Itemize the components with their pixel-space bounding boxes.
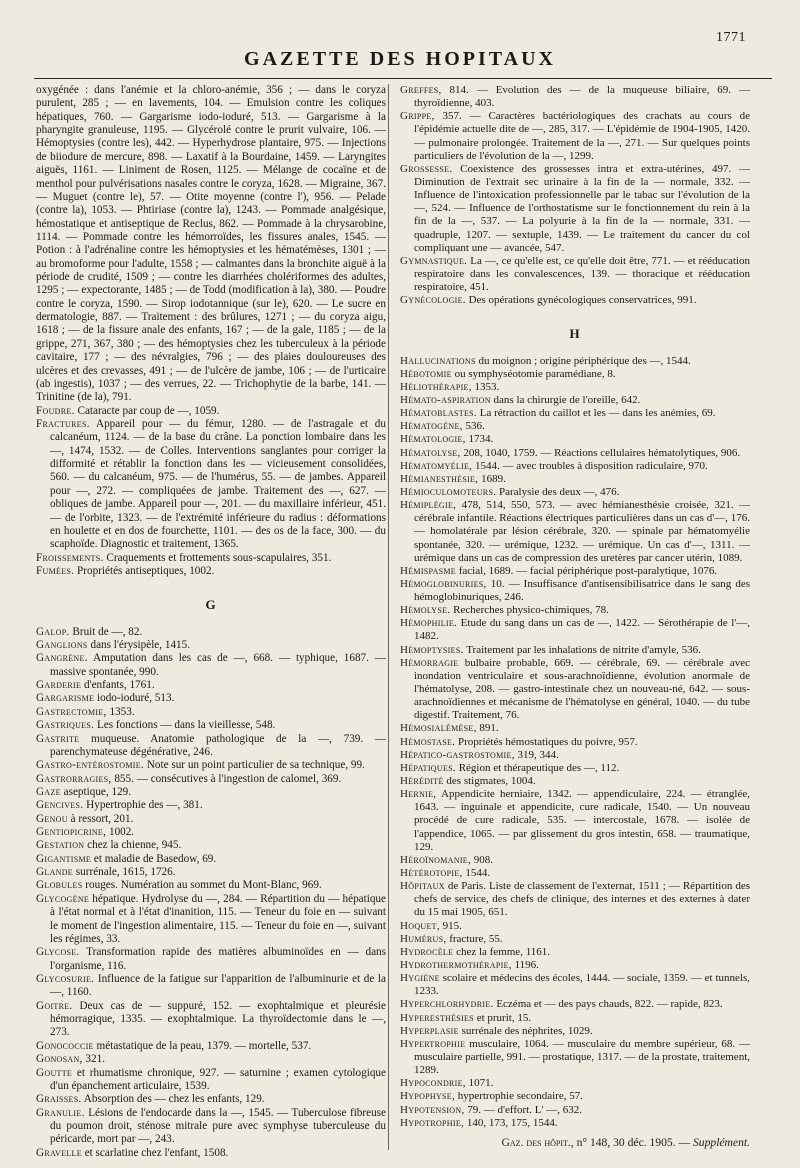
entry-text: 1689. (481, 472, 506, 485)
entry-headword: Hépatico-gastrostomie, (400, 748, 515, 761)
index-entry (400, 722, 750, 735)
entry-headword: Hypophyse, (400, 1090, 456, 1103)
index-entry (36, 813, 386, 826)
entry-text: Coexistence des grossesses intra et extra-utérines, 497. — Diminution de l'extrait sec urinaire à la fin de la — normale, 332. — Influence de l'intoxication professionnelle par le tabac sur l'évolution de la —, 524. — Influence de l'orthostatisme sur le fonctionnement du rein à la fin de la —, 537. — La polyurie à la fin de la — normale, 331. — quadruple, 1207. — sextuple, 1439. — Le traitement du cancer du col compliquant une — avancée, 547. (414, 162, 751, 254)
running-head: GAZETTE DES HOPITAUX (244, 48, 556, 70)
entry-headword: Granulie. (36, 1106, 85, 1119)
entry-headword: Gymnastique. (400, 254, 468, 267)
index-entry (400, 407, 750, 420)
entry-text: Transformation rapide des matières albuminoïdes en — dans l'organisme, 116. (50, 946, 386, 972)
entry-headword: Gravelle (36, 1146, 82, 1159)
entry-headword: Ganglions (36, 639, 88, 652)
entry-headword: Hémorragie (400, 656, 459, 669)
entry-text: 1002. (108, 826, 135, 839)
continued-entry: oxygénée : dans l'anémie et la chloro-anémie, 356 ; — dans le coryza purulent, 285 ; — en lavements, 104. — Emulsion contre les coliques hépatiques, 760. — Gargarisme iodo-ioduré, 513. — Gargarisme à la pharyngite granuleuse, 1195. — Glycérolé contre le prurit vulvaire, 106. — Hémoptysies (contre les), 442. — Hyperhydrose plantaire, 975. — Injections de biiodure de mercure, 898. — Laxatif à la Bourdaine, 1459. — Laryngites aiguës, 1161. — Liniment de Rosen, 1125. — Mélange de cocaïne et de menthol pour pulvérisations nasales contre le coryza, 1628. — Migraine, 367. — Muguet (contre le), 57. — Otite moyenne (contre l'), 956. — Pelade (contre la), 1053. — Phtiriase (contre la), 1243. — Pommade analgésique, hémostatique et antiseptique de Reclus, 862. — Pommade à la chrysarobine, 1114. — Pommade contre les hémorroïdes, les fissures anales, 1545. — Potion : à l'adrénaline contre les hémoptysies et les hématémèses, 1301 ; — au bromoforme pour l'adulte, 1558 ; — calmantes dans la bronchite aiguë à la période de crudité, 1509 ; — contre les diarrhées cholériformes des adultes, 1295 ; — expectorante, 1485 ; — de Todd (modification à la), 380. — Poudre contre le coryza, 1590. — Sirop iodotannique (sur le), 620. — Le sucre en dermatologie, 887. — Traitement : des brûlures, 1271 ; — du coryza aigu, 1618 ; — de la fissure anale des enfants, 167 ; — de la gale, 1185 ; — de la grippe, 271, 367, 380 ; — des hémoptysies chez les tuberculeux à la période cavitaire, 177 ; — des névralgies, 796 ; — des plaies douloureuses des ulcères et des crevasses, 491 ; — de l'ulcère de jambe, 106 ; — de l'urticaire (ab ingestis), 1037 ; — des verrues, 22. — Trichophytie de la barbe, 141. — Trinitine (de la), 791. (36, 84, 386, 404)
entry-headword: Humérus, (400, 932, 447, 945)
index-entry (400, 854, 750, 867)
entry-text: Amputation dans les cas de —, 668. — typhique, 1687. — massive spontanée, 990. (50, 652, 386, 678)
entry-headword: Gentiopicrine, (36, 826, 107, 839)
entry-text: et prurit, 15. (476, 1011, 532, 1024)
index-entry (400, 736, 750, 749)
entry-headword: Hémoglobinuries, (400, 577, 487, 590)
index-entry (36, 1000, 386, 1040)
entry-headword: Hémosialémèse, (400, 722, 477, 735)
entry-text: métastatique de la peau, 1379. — mortelle, 537. (96, 1039, 312, 1052)
index-entry (36, 692, 386, 705)
index-entry (36, 639, 386, 652)
entry-text: 814. — Evolution des — de la muqueuse biliaire, 69. — thyroïdienne, 403. (414, 84, 750, 110)
entry-text: et scarlatine chez l'enfant, 1508. (84, 1146, 229, 1159)
entry-text: surrénale, 1615, 1726. (75, 866, 176, 879)
index-entry (36, 879, 386, 892)
entry-text: surrénale des néphrites, 1029. (461, 1024, 593, 1037)
index-entry (36, 565, 386, 578)
entries-g-right (400, 84, 750, 307)
entry-text: Bruit de —, 82. (72, 625, 143, 638)
entry-text: des stigmates, 1004. (446, 775, 536, 788)
entries-h (400, 355, 750, 1130)
index-entry (400, 565, 750, 578)
index-entry (400, 473, 750, 486)
entry-headword: Hyperplasie (400, 1024, 459, 1037)
entry-text: 1353. (109, 705, 135, 718)
entry-headword: Gynécologie. (400, 294, 466, 307)
header-rule (34, 78, 772, 79)
entry-headword: Gastro-entérostomie. (36, 759, 145, 772)
entry-text: La —, ce qu'elle est, ce qu'elle doit être, 771. — et rééducation respiratoire dans les convalescences, 139. — thoracique et rééducation respiratoire, 451. (414, 254, 750, 294)
entry-text: 357. — Caractères bactériologiques des crachats au cours de l'épidémie actuelle dite de —, 285, 317. — L'épidémie de 1904-1905, 1420. — pulmonaire prolongée. Traitement de la —, 271. — Sur quelques points particuliers de l'évolution de la —, 1299. (414, 110, 751, 162)
entry-headword: Greffes, (400, 84, 442, 96)
footer-issue: n° 148, 30 déc. 1905. — (576, 1135, 691, 1149)
entry-text: Influence de la fatigue sur l'apparition de l'albuminurie et de la —, 1160. (50, 973, 386, 999)
entry-text: scolaire et médecins des écoles, 1444. — sociale, 1359. — et tunnels, 1233. (414, 972, 751, 998)
index-entry (36, 866, 386, 879)
entry-headword: Foudre. (36, 404, 75, 417)
entry-text: 915. (442, 919, 462, 932)
entry-text: Appareil pour — du fémur, 1280. — de l'astragale et du calcanéum, 1124. — de la base du crâne. La ponction lombaire dans les —, 1474, 1532. — de Colles. Interventions sanglantes pour corriger la difformité et rétablir la fonction dans les — vicieusement consolidées, 560. — du calcanéum, 975. — de l'humérus, 55. — de jambes. Appareil pour —, 272. — compliquées de jambe. Traitement des —, 627. — obliques de jambe. Appareil pour —, 201. — du maxillaire inférieur, 451. — de l'orbite, 1323. — de l'extrémité inférieure du radius : déformations en houlette et en dos de fourchette, 1101. — des os de la face, 300. — du scaphoïde. Diagnostic et traitement, 1365. (50, 417, 386, 551)
index-entry (36, 826, 386, 839)
page-number: 1771 (716, 30, 746, 45)
index-entry (400, 1090, 750, 1103)
entry-text: et rhumatisme chronique, 927. — saturnine ; examen cytologique d'un épanchement articulaire, 1539. (50, 1066, 386, 1092)
index-entry (36, 773, 386, 786)
entry-headword: Hémiplégie, (400, 499, 457, 512)
index-entry (36, 1067, 386, 1094)
index-entry (36, 719, 386, 732)
entry-headword: Gargarisme (36, 692, 95, 705)
entry-headword: Gangrène. (36, 652, 88, 665)
entry-text: Cataracte par coup de —, 1059. (77, 404, 220, 417)
index-entry (400, 1025, 750, 1038)
entry-text: 536. (465, 420, 485, 433)
entry-headword: Glande (36, 866, 73, 879)
index-entry (400, 1038, 750, 1077)
index-entry (400, 972, 750, 998)
entry-text: Traitement par les inhalations de nitrite d'amyle, 536. (466, 643, 701, 656)
footer-journal: Gaz. des hôpit., (501, 1135, 574, 1149)
entry-text: chez la femme, 1161. (456, 945, 551, 958)
entry-headword: Hémispasme (400, 564, 456, 577)
index-entry (400, 775, 750, 788)
index-entry (400, 1077, 750, 1090)
entry-headword: Goutte (36, 1066, 73, 1079)
entry-text: à ressort, 201. (70, 812, 134, 825)
index-entry (400, 255, 750, 294)
entry-text: Note sur un point particulier de sa technique, 99. (146, 759, 365, 772)
entry-text: hypertrophie secondaire, 57. (457, 1090, 584, 1103)
entry-text: rouges. Numération au sommet du Mont-Blanc, 969. (85, 879, 322, 892)
entry-headword: Gastrorragies, (36, 772, 112, 785)
entry-text: Les fonctions — dans la vieillesse, 548. (96, 719, 276, 732)
index-entry (36, 893, 386, 946)
index-entry (400, 433, 750, 446)
entry-text: du moignon ; origine périphérique des —, 1544. (478, 354, 691, 367)
entry-text: aseptique, 129. (63, 785, 132, 798)
index-entry (400, 644, 750, 657)
entry-text: d'enfants, 1761. (83, 679, 155, 692)
entry-text: 319, 344. (517, 748, 559, 761)
column-divider (388, 84, 389, 1150)
index-entry (400, 946, 750, 959)
entry-headword: Hôpitaux (400, 880, 445, 893)
entry-text: 478, 514, 550, 573. — avec hémianesthésie croisée, 321. — cérébrale infantile. Réactions électriques particulières dans un cas d'—, 176. — homolatérale par lésion cérébrale, 320. — spinale par hématomyélie spontanée, 320. — urémique, 1232. — urémique. Un cas d'—, 1311. — urémique dans un cas de compression des uretères par cancer utérin, 1089. (414, 499, 751, 564)
entry-headword: Hémianesthésie, (400, 472, 479, 485)
entry-text: Deux cas de — suppuré, 152. — exophtalmique et pleurésie hémorragique, 1335. — exophtalmique. La thyroïdectomie dans le —, 273. (50, 999, 387, 1039)
entry-headword: Fumées. (36, 564, 75, 577)
index-entry (36, 405, 386, 418)
entry-headword: Garderie (36, 679, 82, 692)
entry-text: 1196. (514, 959, 539, 971)
entry-text: 1544. — avec troubles à disposition radiculaire, 970. (474, 459, 708, 472)
entry-text: chez la chienne, 945. (87, 839, 182, 852)
index-entry (400, 420, 750, 433)
entry-text: 1071. (468, 1077, 494, 1090)
entry-headword: Hoquet, (400, 919, 440, 932)
entry-headword: Hébotomie (400, 367, 452, 380)
entry-text: 321. (85, 1053, 105, 1066)
index-entry (400, 1104, 750, 1117)
entry-headword: Glycose. (36, 946, 80, 959)
entry-headword: Hématolyse, (400, 446, 461, 459)
entry-text: Paralysie des deux —, 476. (499, 485, 620, 498)
entry-headword: Hémato-aspiration (400, 393, 491, 406)
entry-headword: Genou (36, 812, 68, 825)
entry-headword: Héliothérapie, (400, 380, 472, 393)
index-entry (36, 626, 386, 639)
index-entry (36, 1093, 386, 1106)
entry-headword: Hallucinations (400, 354, 476, 367)
index-entry (400, 578, 750, 604)
entry-headword: Hématomyélie, (400, 459, 473, 472)
index-entry (36, 759, 386, 772)
entry-headword: Hérédité (400, 775, 444, 788)
entry-text: muqueuse. Anatomie pathologique de la —, 739. — parenchymateuse dégénérative, 246. (50, 732, 387, 758)
entry-text: 10. — Insuffisance d'antisensibilisatrice dans le sang des hémoglobinuriques, 246. (414, 577, 750, 604)
entry-headword: Gastrectomie, (36, 705, 107, 718)
index-entry (36, 853, 386, 866)
index-entry (36, 652, 386, 679)
entry-text: hépatique. Hydrolyse du —, 284. — Répartition du — hépatique à l'état normal et à l'état d'inanition, 115. — Teneur du foie en — suivant le moment de l'ingestion alimentaire, 115. — Teneur du foie en —, suivant les régimes, 33. (50, 892, 386, 945)
entry-text: musculaire, 1064. — musculaire du membre supérieur, 68. — musculaire partielle, 991. — prostatique, 1317. — de la prostate, traitement, 1289. (414, 1037, 751, 1077)
entry-text: ou symphyséotomie paramédiane, 8. (454, 367, 616, 380)
index-entry (36, 1053, 386, 1066)
page-footer (400, 1136, 750, 1149)
index-entry (400, 110, 750, 163)
entry-text: 140, 173, 175, 1544. (466, 1116, 558, 1129)
footer-supplement: Supplément. (693, 1135, 750, 1149)
entry-headword: Hernie, (400, 788, 437, 801)
section-letter-h: H (569, 326, 581, 342)
entry-headword: Hygiène (400, 972, 440, 985)
entry-text: 891. (479, 722, 499, 735)
entry-text: dans l'érysipèle, 1415. (90, 639, 191, 652)
index-entry (400, 368, 750, 381)
entry-text: 208, 1040, 1759. — Réactions cellulaires hématolytiques, 906. (463, 446, 741, 459)
entry-text: Des opérations gynécologiques conservatrices, 991. (468, 294, 697, 307)
index-entry (400, 959, 750, 972)
index-entry (36, 552, 386, 565)
entry-text: 855. — consécutives à l'ingestion de calomel, 369. (114, 772, 342, 785)
index-entry (400, 499, 750, 565)
entry-headword: Fractures. (36, 417, 90, 430)
index-entry (400, 998, 750, 1011)
entry-text: iodo-ioduré, 513. (97, 692, 175, 705)
index-entry (36, 946, 386, 973)
entry-headword: Goitre. (36, 999, 73, 1012)
index-entry (400, 1117, 750, 1130)
entry-headword: Glycosurie. (36, 973, 95, 985)
index-entry (400, 762, 750, 775)
entry-headword: Hétérotopie, (400, 867, 463, 880)
entry-headword: Hématogène, (400, 420, 463, 433)
entry-headword: Graisses. (36, 1093, 82, 1106)
entry-text: fracture, 55. (449, 932, 503, 945)
index-entry (400, 394, 750, 407)
index-entry (400, 84, 750, 110)
entry-headword: Gigantisme (36, 852, 92, 865)
entry-headword: Galop. (36, 625, 70, 638)
entry-headword: Hydrothermothérapie, (400, 959, 512, 971)
index-entry (400, 788, 750, 854)
entry-headword: Hémostase. (400, 735, 456, 748)
entry-text: 1734. (468, 433, 494, 446)
entry-headword: Hypotension, (400, 1103, 465, 1116)
entry-headword: Hémioculomoteurs. (400, 485, 497, 498)
entry-headword: Gastriques. (36, 719, 95, 732)
entry-headword: Globules (36, 879, 83, 892)
entry-headword: Hémophilie. (400, 617, 458, 630)
section-letter-g: G (205, 597, 217, 613)
entry-headword: Hématologie, (400, 433, 466, 446)
entry-headword: Grossesse. (400, 162, 453, 175)
entries-f (36, 405, 386, 579)
entry-text: Eczéma et — des pays chauds, 822. — rapide, 823. (496, 998, 723, 1011)
index-entry (400, 749, 750, 762)
entry-text: Région et thérapeutique des —, 112. (458, 761, 620, 774)
entry-headword: Hyperesthésies (400, 1011, 474, 1024)
entry-text: 1353. (474, 380, 500, 393)
entry-text: dans la chirurgie de l'oreille, 642. (493, 393, 641, 406)
index-entry (400, 447, 750, 460)
entry-headword: Gonosan, (36, 1053, 83, 1066)
entry-headword: Hydrocèle (400, 945, 454, 958)
index-entry (400, 604, 750, 617)
entry-text: La rétraction du caillot et les — dans les anémies, 69. (479, 407, 716, 420)
index-entry (400, 294, 750, 307)
index-entry (400, 933, 750, 946)
index-entry (400, 355, 750, 368)
index-entry (400, 867, 750, 880)
index-entry (36, 733, 386, 760)
entry-text: Etude du sang dans un cas de —, 1422. — Sérothérapie de l'—, 1482. (414, 617, 751, 643)
entry-text: 1544. (465, 867, 491, 880)
entry-headword: Gestation (36, 839, 85, 852)
index-entry (36, 973, 386, 1000)
entry-text: Lésions de l'endocarde dans la —, 1545. — Tuberculose fibreuse du poumon droit, sténose mitrale pure avec symphyse tuberculeuse du péricarde, mort par —, 243. (50, 1106, 387, 1146)
entry-headword: Gencives. (36, 799, 84, 812)
index-entry (36, 839, 386, 852)
entry-headword: Hématoblastes. (400, 407, 477, 420)
index-entry (36, 706, 386, 719)
entry-headword: Hémoptysies. (400, 643, 464, 656)
entry-text: Craquements et frottements sous-scapulaires, 351. (106, 551, 332, 564)
index-entry (400, 920, 750, 933)
index-entry (400, 880, 750, 919)
entry-text: facial, 1689. — facial périphérique post-paralytique, 1076. (458, 564, 718, 577)
index-entry (36, 1147, 386, 1160)
entry-headword: Gastrite (36, 732, 80, 745)
entry-text: Recherches physico-chimiques, 78. (453, 604, 609, 617)
index-entry (400, 460, 750, 473)
index-entry (400, 617, 750, 643)
entry-headword: Grippe, (400, 110, 435, 123)
index-entry (400, 657, 750, 723)
entry-headword: Hépatiques. (400, 761, 456, 774)
entry-headword: Hypocondrie, (400, 1077, 466, 1090)
index-entry (36, 418, 386, 552)
entries-g-left (36, 626, 386, 1160)
index-entry (36, 1040, 386, 1053)
entry-text: Propriétés hémostatiques du poivre, 957. (458, 735, 638, 748)
index-entry (400, 163, 750, 255)
index-entry (36, 786, 386, 799)
entry-headword: Gonococcie (36, 1039, 94, 1052)
entry-headword: Glycogène (36, 892, 90, 905)
entry-text: 79. — d'effort. L' —, 632. (467, 1103, 582, 1116)
index-entry (36, 799, 386, 812)
entry-text: et maladie de Basedow, 69. (93, 852, 217, 865)
left-column (36, 84, 386, 1160)
entry-headword: Hypertrophie (400, 1037, 466, 1050)
right-column (400, 84, 750, 1149)
index-entry (400, 1012, 750, 1025)
entry-text: 908. (473, 853, 494, 866)
entry-headword: Héroïnomanie, (400, 853, 472, 866)
index-entry (400, 486, 750, 499)
entry-text: bulbaire probable, 669. — cérébrale, 69. — cérébrale avec inondation ventriculaire et sous-arachnoïdienne, évolution anormale de l'hématolyse, 208. — gastro-intestinale chez un nouveau-né, 642. — sous-arachnoïdiennes et mécanisme de l'hématolyse en général, 1040. — du tube digestif. Traitement, 76. (414, 656, 751, 722)
entry-headword: Gaze (36, 785, 61, 798)
entry-headword: Hyperchlorhydrie. (400, 998, 494, 1011)
index-entry (36, 679, 386, 692)
entry-text: Propriétés antiseptiques, 1002. (77, 564, 215, 577)
index-entry (36, 1107, 386, 1147)
entry-text: Appendicite herniaire, 1342. — appendiculaire, 224. — étranglée, 1643. — inguinale et appendicite, cure radicale, 1540. — Un nouveau procédé de cure radicale, 535. — intercostale, 1678. — isolée de l'appendice, 1065. — par glissement du gros intestin, 658. — traumatique, 129. (414, 788, 750, 853)
entry-headword: Froissements. (36, 551, 104, 564)
entry-text: Hypertrophie des —, 381. (86, 799, 203, 812)
entry-text: Absorption des — chez les enfants, 129. (83, 1093, 265, 1106)
index-entry (400, 381, 750, 394)
entry-text: de Paris. Liste de classement de l'externat, 1511 ; — Répartition des chefs de service, des chefs de clinique, des internes et des externes à dater du 15 mai 1905, 651. (414, 880, 751, 919)
entry-headword: Hémolyse. (400, 604, 451, 617)
entry-headword: Hypotrophie, (400, 1116, 465, 1129)
